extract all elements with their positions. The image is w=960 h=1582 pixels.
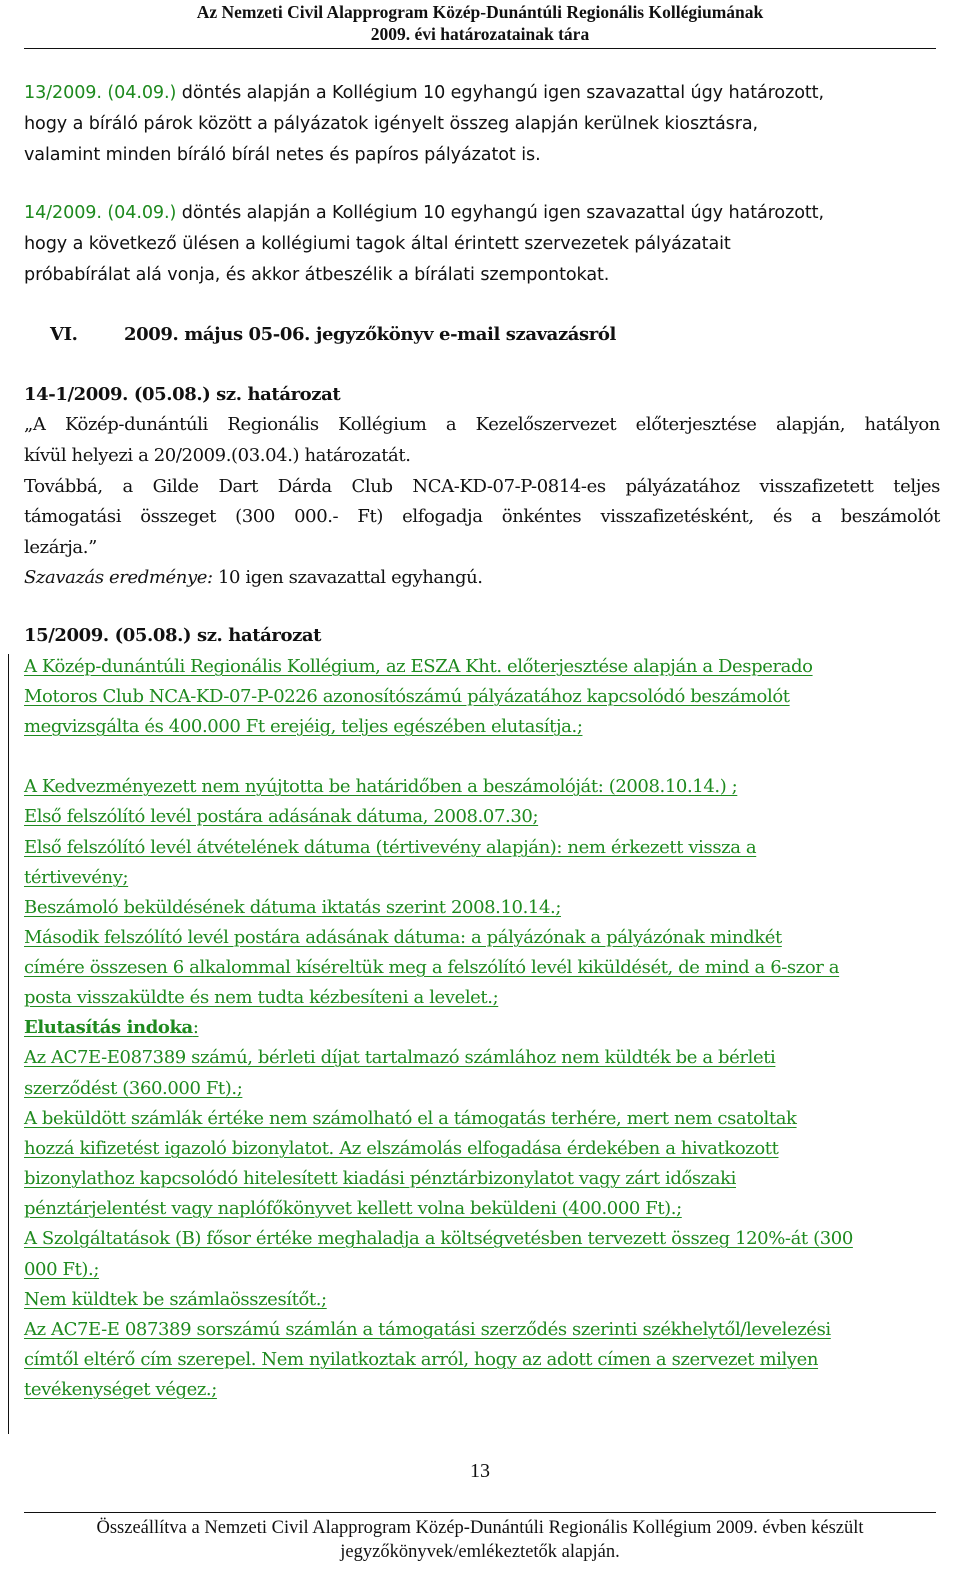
rejection-reason-line: Az AC7E-E 087389 sorszámú számlán a támogatási szerződés szerinti székhelytől/levelezési	[24, 1319, 831, 1340]
running-header-line2: 2009. évi határozatainak tára	[370, 24, 590, 44]
footer-line2: jegyzőkönyvek/emlékeztetők alapján.	[340, 1542, 620, 1562]
decision-15-line: megvizsgálta és 400.000 Ft erejéig, teljes egészében elutasítja.;	[24, 716, 583, 737]
decision-15-heading: 15/2009. (05.08.) sz. határozat	[24, 625, 322, 646]
decision-15-line: A Kedvezményezett nem nyújtotta be határidőben a beszámolóját: (2008.10.14.) ;	[24, 776, 738, 797]
decision-13-line3: valamint minden bíráló bírál netes és papíros pályázatot is.	[24, 145, 541, 165]
rejection-reason-line: hozzá kifizetést igazoló bizonylatot. Az elszámolás elfogadása érdekében a hivatkozott	[24, 1138, 779, 1159]
decision-14-1-line1: „A Közép-dunántúli Regionális Kollégium a Kezelőszervezet előterjesztése alapján, hatályon	[24, 414, 940, 435]
section-numeral: VI.	[50, 324, 78, 345]
rejection-reason-line: A beküldött számlák értéke nem számolható el a támogatás terhére, mert nem csatoltak	[24, 1108, 797, 1129]
decision-15-line: A Közép-dunántúli Regionális Kollégium, az ESZA Kht. előterjesztése alapján a Desperado	[24, 656, 813, 677]
rejection-reason-line: bizonylathoz kapcsolódó hitelesített kiadási pénztárbizonylatot vagy zárt időszaki	[24, 1168, 737, 1189]
rejection-reason-line: szerződést (360.000 Ft).;	[24, 1078, 243, 1099]
running-header-line1: Az Nemzeti Civil Alapprogram Közép-Dunántúli Regionális Kollégiumának	[196, 2, 764, 22]
decision-14-1-heading: 14-1/2009. (05.08.) sz. határozat	[24, 384, 341, 405]
decision-13-number: 13/2009. (04.09.)	[24, 83, 177, 103]
vote-label: Szavazás eredménye:	[24, 567, 213, 588]
decision-14-1-line5: lezárja.”	[24, 537, 97, 558]
rejection-reason-line: pénztárjelentést vagy naplófőkönyvet kellett volna beküldeni (400.000 Ft).;	[24, 1198, 682, 1219]
decision-15-line: Második felszólító levél postára adásának dátuma: a pályázónak a pályázónak mindkét	[24, 927, 782, 948]
decision-13-line2: hogy a bíráló párok között a pályázatok igényelt összeg alapján kerülnek kiosztásra,	[24, 114, 758, 134]
decision-15-line: Első felszólító levél postára adásának dátuma, 2008.07.30;	[24, 806, 539, 827]
decision-15-line: Motoros Club NCA-KD-07-P-0226 azonosítószámú pályázatához kapcsolódó beszámolót	[24, 686, 790, 707]
rejection-label: Elutasítás indoka	[24, 1017, 193, 1038]
section-title: 2009. május 05-06. jegyzőkönyv e-mail szavazásról	[124, 324, 616, 345]
decision-14-1-line2: kívül helyezi a 20/2009.(03.04.) határozatát.	[24, 445, 411, 466]
decision-14-number: 14/2009. (04.09.)	[24, 203, 177, 223]
decision-14-1-line3: Továbbá, a Gilde Dart Dárda Club NCA-KD-07-P-0814-es pályázatához visszafizetett teljes	[24, 476, 940, 497]
decision-14-line2: hogy a következő ülésen a kollégiumi tagok által érintett szervezetek pályázatait	[24, 234, 731, 254]
decision-15-line: Beszámoló beküldésének dátuma iktatás szerint 2008.10.14.;	[24, 897, 562, 918]
rejection-reason-line: 000 Ft).;	[24, 1259, 100, 1280]
decision-14-line3: próbabírálat alá vonja, és akkor átbeszélik a bírálati szempontokat.	[24, 265, 610, 285]
footer-rule	[24, 1512, 936, 1513]
footer-line1: Összeállítva a Nemzeti Civil Alapprogram Közép-Dunántúli Regionális Kollégium 2009. évben készült	[96, 1518, 864, 1538]
rejection-reason-line: Nem küldtek be számlaösszesítőt.;	[24, 1289, 327, 1310]
decision-14-1-line4: támogatási összeget (300 000.- Ft) elfogadja önkéntes visszafizetésként, és a beszámolót	[24, 506, 940, 527]
rejection-heading: Elutasítás indoka:	[24, 1017, 199, 1038]
rejection-reason-line: A Szolgáltatások (B) fősor értéke meghaladja a költségvetésben tervezett összeg 120%-át (300	[24, 1228, 853, 1249]
decision-14-line1: 14/2009. (04.09.) döntés alapján a Kollégium 10 egyhangú igen szavazattal úgy határozott,	[24, 203, 824, 223]
rejection-reason-line: címtől eltérő cím szerepel. Nem nyilatkoztak arról, hogy az adott címen a szervezet milyen	[24, 1349, 819, 1370]
decision-15-line: posta visszaküldte és nem tudta kézbesíteni a levelet.;	[24, 987, 499, 1008]
page-number: 13	[470, 1460, 490, 1482]
rejection-reason-line: Az AC7E-E087389 számú, bérleti díjat tartalmazó számlához nem küldték be a bérleti	[24, 1047, 776, 1068]
vote-result: Szavazás eredménye: 10 igen szavazattal egyhangú.	[24, 567, 483, 588]
decision-15-line: címére összesen 6 alkalommal kíséreltük meg a felszólító levél kiküldését, de mind a 6-szor a	[24, 957, 840, 978]
revision-change-bar	[8, 654, 9, 1434]
decision-13-line1: 13/2009. (04.09.) döntés alapján a Kollégium 10 egyhangú igen szavazattal úgy határozott,	[24, 83, 824, 103]
decision-15-line: tértivevény;	[24, 867, 129, 888]
header-rule	[24, 48, 936, 49]
decision-15-line: Első felszólító levél átvételének dátuma (tértivevény alapján): nem érkezett vissza a	[24, 837, 757, 858]
rejection-reason-line: tevékenységet végez.;	[24, 1379, 217, 1400]
